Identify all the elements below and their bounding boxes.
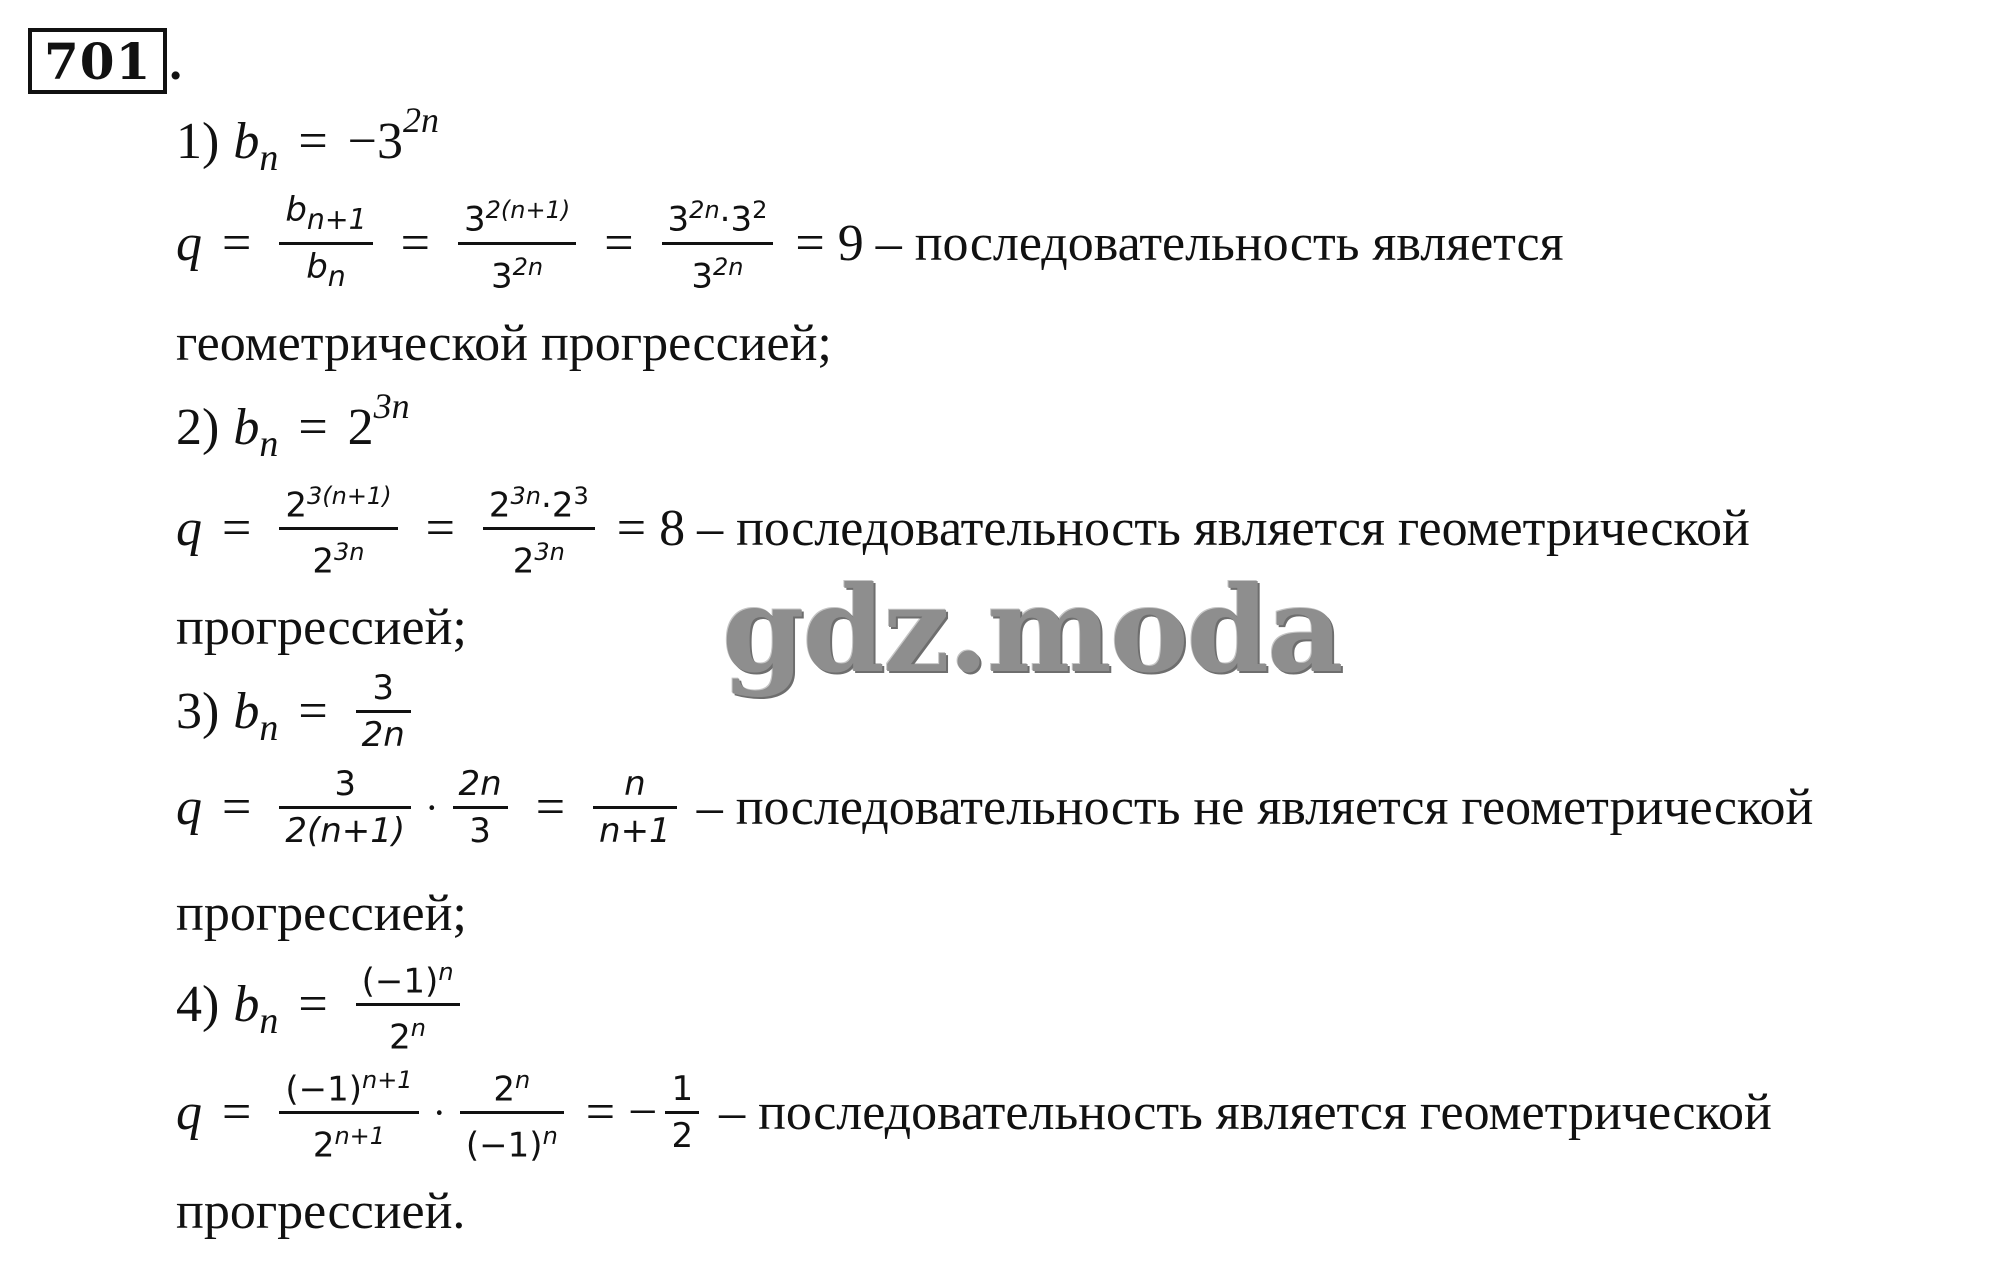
- item-1-text-cont-value: геометрической прогрессией;: [176, 315, 832, 372]
- item-1-eq: =: [298, 113, 328, 170]
- item-4-formula-num: (−1): [361, 961, 439, 1002]
- item-1-rhs: −3: [347, 113, 403, 170]
- item-2-b: b: [233, 399, 260, 456]
- item-3-formula-num: 3: [372, 668, 395, 708]
- item-3-text-cont: [176, 884, 467, 944]
- item-4-f1-num: (−1): [285, 1069, 362, 1110]
- item-4-formula-fraction: [356, 950, 460, 1060]
- item-1-text-cont: [176, 314, 832, 374]
- item-2-eq-2: =: [425, 500, 455, 558]
- item-4-formula-num-exp: n: [438, 958, 454, 986]
- item-4-f2-num: 2: [493, 1069, 516, 1110]
- item-3-formula-den: 2n: [361, 715, 405, 755]
- item-2-rhs-exp: 3n: [373, 386, 410, 426]
- item-4-b-sub: n: [259, 999, 279, 1042]
- item-2-q-eq: =: [222, 500, 252, 558]
- item-3-f2-den: 3: [469, 811, 491, 851]
- item-4-q-line: [176, 1058, 1784, 1168]
- task-number-dot: .: [169, 34, 182, 90]
- item-2-label: 2): [176, 399, 220, 456]
- item-3-text-cont-value: прогрессией;: [176, 885, 467, 942]
- item-1-b-sub: n: [259, 137, 279, 179]
- item-1-formula: [176, 100, 439, 179]
- item-4-q-eq: =: [222, 1084, 252, 1142]
- item-1-f1-den: b: [306, 246, 328, 287]
- item-1-fraction-2: [458, 188, 576, 298]
- item-2-eq: =: [298, 399, 328, 456]
- item-2-rhs: 2: [347, 399, 374, 456]
- item-4-result-sign: = −: [585, 1084, 658, 1142]
- item-3-mult: ·: [425, 785, 439, 830]
- item-1-f1-num-sub: n+1: [306, 202, 367, 236]
- item-1-rhs-exp: 2n: [402, 100, 439, 140]
- item-4-f2-num-exp: n: [515, 1066, 531, 1094]
- item-2-text-cont-value: прогрессией;: [176, 599, 467, 656]
- item-4-b: b: [233, 976, 260, 1034]
- item-4-result-den: 2: [671, 1116, 694, 1157]
- item-4-formula-den: 2: [389, 1017, 411, 1058]
- item-4-label: 4): [176, 976, 220, 1034]
- item-3-fraction-2: [453, 762, 508, 853]
- item-2-q: q: [176, 500, 202, 558]
- item-1-label: 1): [176, 113, 220, 170]
- item-4-fraction-2: [460, 1058, 564, 1168]
- item-2-f2-num-mid: ·2: [541, 485, 574, 526]
- item-1-f1-den-sub: n: [327, 259, 346, 293]
- item-4-f1-den-exp: n+1: [334, 1122, 386, 1151]
- task-number: [28, 28, 182, 94]
- item-4-result-num: 1: [671, 1069, 694, 1110]
- item-4-text-cont-value: прогрессией.: [176, 1183, 466, 1240]
- item-4-q: q: [176, 1084, 202, 1142]
- item-4-f2-den-exp: n: [542, 1122, 558, 1151]
- item-2-f2-num-exp2: 3: [573, 482, 589, 510]
- item-3-q-eq: =: [222, 779, 252, 836]
- item-3-text: – последовательность не является геометрической: [696, 779, 1814, 836]
- item-1-q-eq: =: [222, 214, 252, 272]
- item-3-eq-2: =: [535, 779, 566, 836]
- item-1-f3-den-exp: 2n: [713, 252, 744, 281]
- item-2-fraction-1: [279, 474, 397, 584]
- item-3-q: q: [176, 779, 202, 836]
- item-1-f3-num-mid: ·3: [719, 199, 753, 240]
- item-3-f3-num: n: [624, 764, 646, 804]
- item-2-f1-num-exp: 3(n+1): [306, 482, 392, 510]
- item-4-eq: =: [298, 976, 328, 1034]
- item-3-f3-den: n+1: [599, 811, 671, 851]
- item-3-formula: [176, 666, 419, 757]
- item-4-mult: ·: [432, 1090, 446, 1136]
- item-2-f2-num-exp1: 3n: [510, 482, 542, 510]
- item-3-formula-fraction: [356, 666, 411, 757]
- item-2-f1-den-exp: 3n: [334, 538, 365, 567]
- item-1-b: b: [233, 113, 260, 170]
- item-2-fraction-2: [483, 474, 595, 584]
- watermark: gdz.moda: [722, 560, 1342, 699]
- item-1-f1-num: b: [285, 190, 307, 230]
- item-1-fraction-1: [279, 188, 372, 299]
- item-1-f3-num: 3: [667, 199, 690, 240]
- item-1-eq-2: =: [400, 214, 430, 272]
- item-3-eq: =: [298, 683, 328, 740]
- item-2-text: – последовательность является геометрической: [697, 500, 1750, 558]
- item-4-formula-den-exp: n: [410, 1014, 427, 1043]
- item-4-formula: [176, 950, 468, 1060]
- item-4-result-fraction: [665, 1067, 699, 1158]
- item-2-f2-num: 2: [488, 485, 511, 526]
- item-1-f3-den: 3: [691, 256, 714, 297]
- item-3-f1-den: 2(n+1): [285, 811, 406, 851]
- item-1-result: = 9: [795, 214, 864, 272]
- item-2-f2-den: 2: [512, 541, 535, 582]
- item-1-f2-num: 3: [463, 199, 486, 240]
- item-2-f1-den: 2: [312, 541, 335, 582]
- item-4-text-cont: [176, 1182, 465, 1242]
- item-1-text: – последовательность является: [875, 214, 1564, 272]
- item-2-text-cont: [176, 598, 467, 658]
- item-4-f2-den: (−1): [465, 1125, 543, 1166]
- task-number-box: 701: [28, 28, 167, 94]
- item-1-eq-3: =: [604, 214, 634, 272]
- item-3-fraction-1: [279, 762, 411, 853]
- item-3-b: b: [233, 683, 260, 740]
- item-2-b-sub: n: [259, 423, 279, 465]
- item-3-label: 3): [176, 683, 220, 740]
- item-1-q: q: [176, 214, 202, 272]
- item-2-formula: [176, 386, 410, 465]
- item-4-f1-den: 2: [312, 1125, 335, 1166]
- item-4-fraction-1: [279, 1058, 418, 1168]
- item-1-f3-num-exp2: 2: [752, 196, 768, 225]
- item-2-f2-den-exp: 3n: [534, 538, 565, 567]
- item-1-f2-num-exp: 2(n+1): [485, 196, 571, 225]
- item-1-q-line: [176, 188, 1576, 299]
- item-1-f3-num-exp1: 2n: [689, 196, 720, 225]
- item-3-q-line: [176, 762, 1825, 853]
- item-3-f2-num: 2n: [458, 764, 502, 804]
- item-3-b-sub: n: [259, 706, 279, 749]
- item-3-fraction-3: [593, 762, 677, 853]
- item-2-result: = 8: [616, 500, 686, 558]
- item-1-f2-den-exp: 2n: [512, 252, 544, 281]
- item-2-f1-num: 2: [285, 485, 307, 526]
- item-4-f1-num-exp: n+1: [361, 1066, 413, 1094]
- item-4-text: – последовательность является геометрической: [719, 1084, 1772, 1142]
- item-1-fraction-3: [662, 188, 774, 298]
- item-3-f1-num: 3: [334, 764, 357, 804]
- item-1-f2-den: 3: [491, 256, 513, 297]
